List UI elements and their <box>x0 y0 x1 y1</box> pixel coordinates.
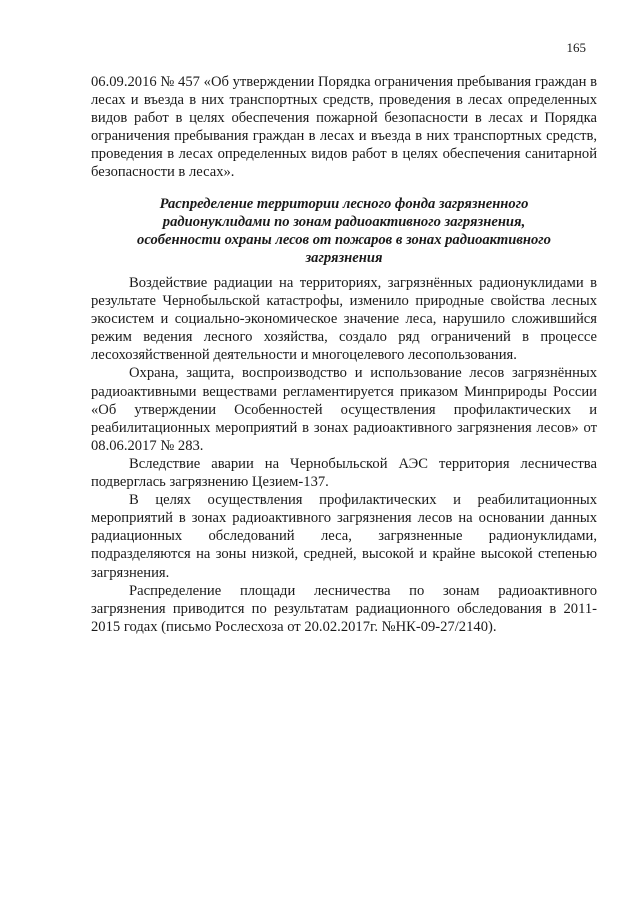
page-number: 165 <box>566 40 586 55</box>
paragraph-chernobyl-accident: Вследствие аварии на Чернобыльской АЭС территория лесничества подверглась загрязнению Цезием-137. <box>91 455 597 491</box>
paragraph-radiation-impact: Воздействие радиации на территориях, загрязнённых радионуклидами в результате Чернобыльской катастрофы, изменило природные свойства лесных экосистем и социально-экономическое значение леса, нарушило сложившийся режим ведения лесного хозяйства, создало ряд ограничений в процессе лесохозяйственной деятельности и многоцелевого лесопользования. <box>91 275 597 364</box>
section-heading: Распределение территории лесного фонда загрязненного радионуклидами по зонам радиоактивного загрязнения, особенности охраны лесов от пожаров в зонах радиоактивного загрязнения <box>137 196 551 267</box>
intro-paragraph: 06.09.2016 № 457 «Об утверждении Порядка ограничения пребывания граждан в лесах и въезда в них транспортных средств, проведения в лесах определенных видов работ в целях обеспечения пожарной безопасности в лесах и Порядка ограничения пребывания граждан в лесах и въезда в них транспортных средств, проведения в лесах определенных видов работ в целях обеспечения санитарной безопасности в лесах». <box>91 74 597 181</box>
paragraph-contamination-zones: В целях осуществления профилактических и реабилитационных мероприятий в зонах радиоактивного загрязнения лесов на основании данных радиационных обследований леса, загрязненные радионуклидами, подразделяются на зоны низкой, средней, высокой и крайне высокой степенью загрязнения. <box>91 492 597 581</box>
paragraph-area-distribution: Распределение площади лесничества по зонам радиоактивного загрязнения приводится по результатам радиационного обследования в 2011-2015 годах (письмо Рослесхоза от 20.02.2017г. №НК-09-27/2140). <box>91 582 597 635</box>
body-paragraphs <box>91 274 597 636</box>
paragraph-forest-protection: Охрана, защита, воспроизводство и использование лесов загрязнённых радиоактивными веществами регламентируется приказом Минприроды России «Об утверждении Особенностей осуществления профилактических и реабилитационных мероприятий в зонах радиоактивного загрязнения лесов» от 08.06.2017 № 283. <box>91 365 597 454</box>
